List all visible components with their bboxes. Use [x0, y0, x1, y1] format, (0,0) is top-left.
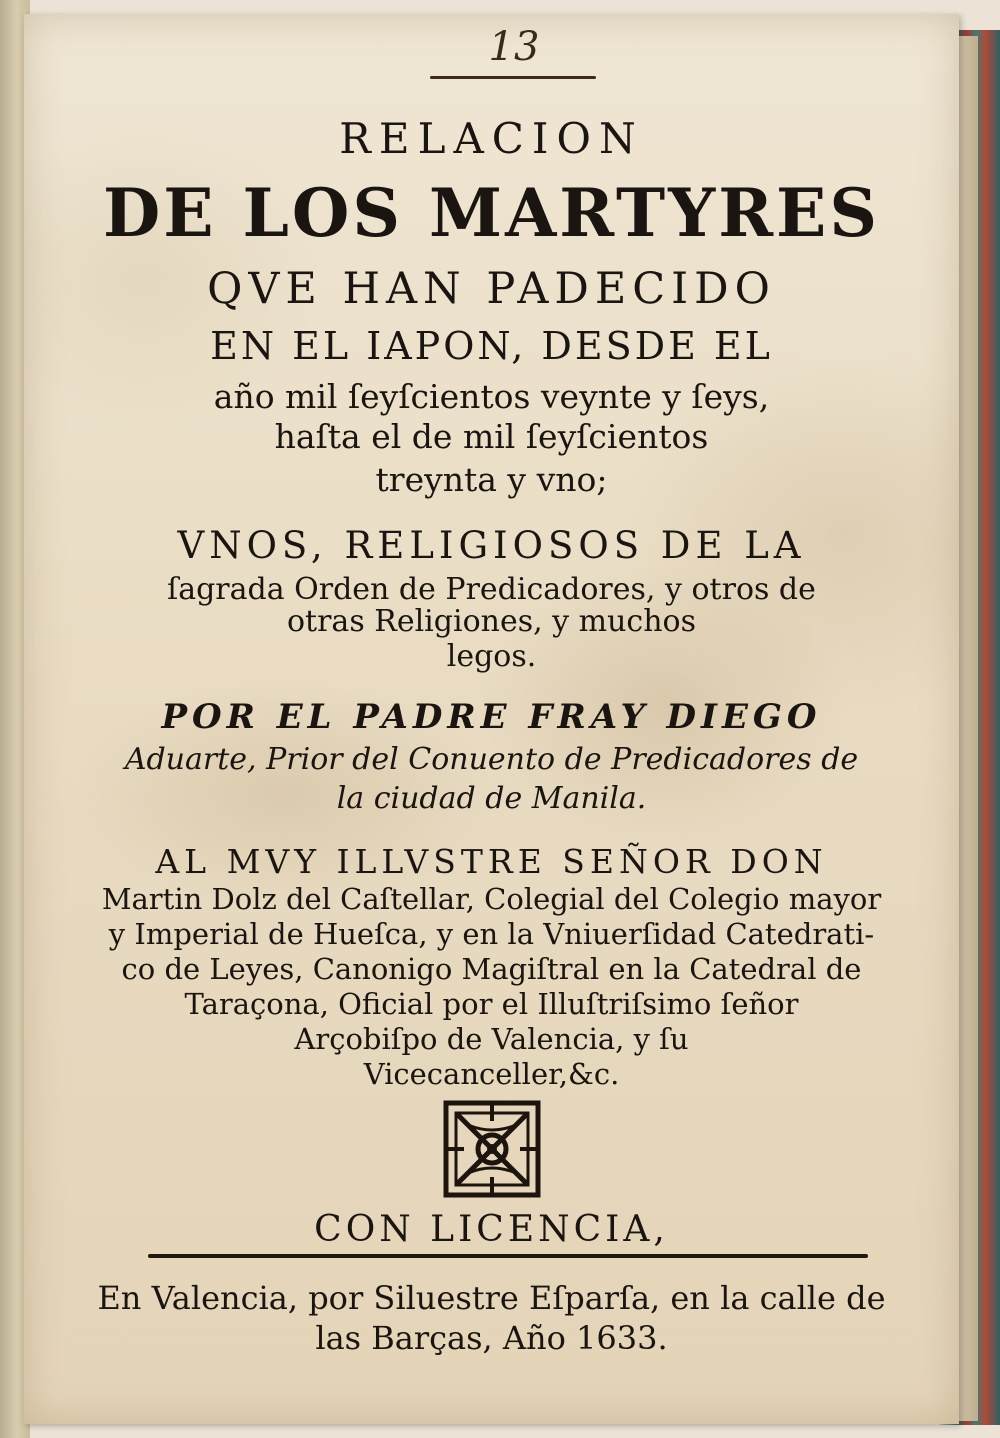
dedication-line-1: AL MVY ILLVSTRE SEÑOR DON	[155, 842, 828, 881]
title-page	[24, 14, 959, 1424]
author-line-2: Aduarte, Prior del Conuento de Predicadores de	[124, 742, 859, 777]
title-line-1: RELACION	[339, 114, 644, 163]
dedication-line-5: Taraçona, Oficial por el Illuſtriſsimo ſeñor	[184, 987, 799, 1021]
imprint-line-1: En Valencia, por Siluestre Eſparſa, en la calle de	[97, 1279, 886, 1317]
author-line-1: POR EL PADRE FRAY DIEGO	[161, 697, 822, 737]
dedication-line-3: y Imperial de Hueſca, y en la Vniuerſidad Catedrati-	[108, 917, 875, 951]
dedication-line-7: Vicecanceller,&c.	[363, 1057, 620, 1091]
dedication-line-2: Martin Dolz del Caſtellar, Colegial del Colegio mayor	[101, 882, 882, 916]
license-line: CON LICENCIA,	[314, 1209, 669, 1250]
title-line-3: QVE HAN PADECIDO	[207, 264, 776, 314]
author-line-3: la ciudad de Manila.	[336, 781, 647, 816]
folio-rule	[430, 76, 596, 79]
page-stack-edge	[956, 36, 978, 1421]
title-line-2: DE LOS MARTYRES	[102, 174, 881, 252]
imprint-rule	[148, 1254, 868, 1258]
title-line-6: haſta el de mil ſeyſcientos	[274, 417, 709, 456]
subtitle-line-1: VNOS, RELIGIOSOS DE LA	[177, 524, 806, 567]
folio-number: 13	[488, 24, 540, 70]
subtitle-line-2: ſagrada Orden de Predicadores, y otros de	[167, 572, 816, 607]
subtitle-line-3: otras Religiones, y muchos	[286, 604, 697, 639]
title-line-5: año mil ſeyſcientos veynte y ſeys,	[213, 377, 770, 416]
dedication-line-4: co de Leyes, Canonigo Magiſtral en la Catedral de	[121, 952, 862, 986]
printers-ornament-icon	[442, 1099, 542, 1199]
subtitle-line-4: legos.	[446, 639, 537, 674]
dedication-line-6: Arçobiſpo de Valencia, y ſu	[294, 1022, 689, 1056]
title-line-4: EN EL IAPON, DESDE EL	[210, 324, 773, 368]
title-line-7: treynta y vno;	[375, 460, 608, 499]
imprint-line-2: las Barças, Año 1633.	[315, 1319, 668, 1357]
